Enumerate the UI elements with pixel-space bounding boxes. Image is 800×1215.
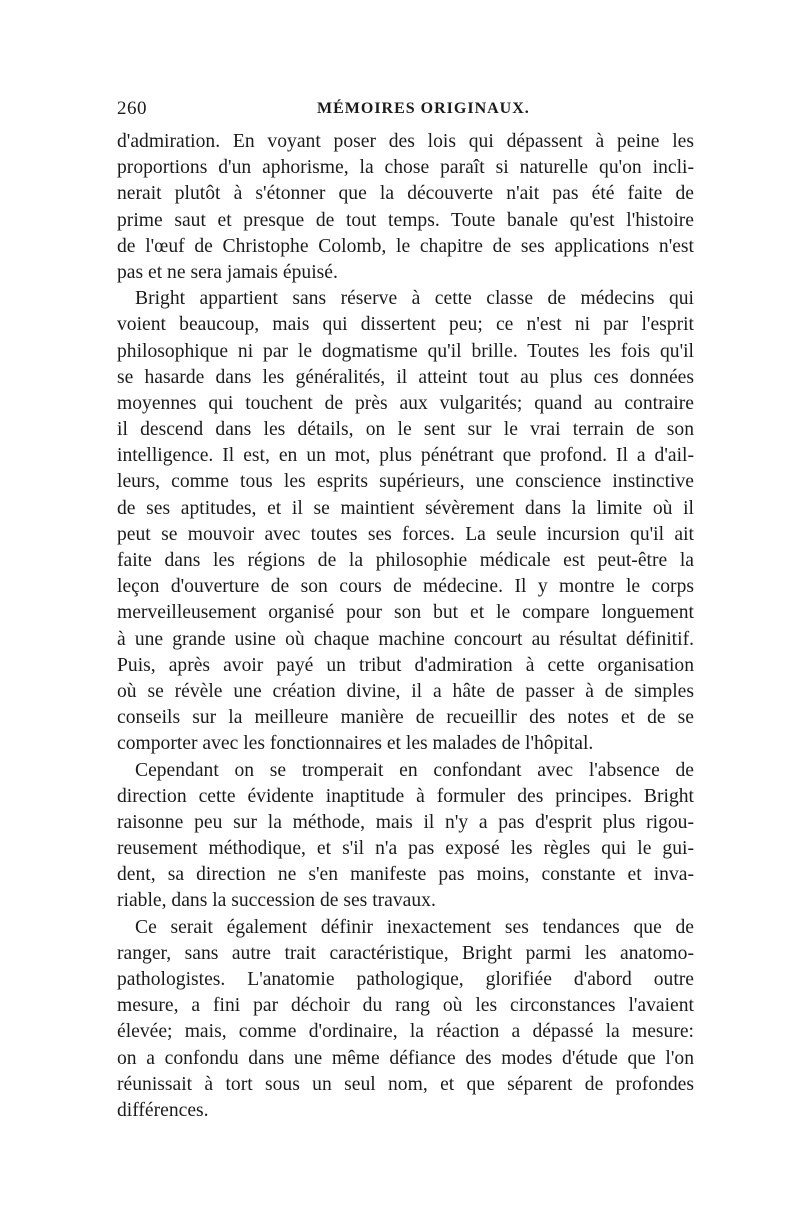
text-line: direction cette évidente inaptitude à formuler des principes. Bright <box>117 785 694 807</box>
text-line: d'admiration. En voyant poser des lois qui dépassent à peine les <box>117 131 694 152</box>
text-line: intelligence. Il est, en un mot, plus pénétrant que profond. Il a d'ail- <box>117 445 694 467</box>
running-title: MÉMOIRES ORIGINAUX. <box>317 100 530 117</box>
paragraph-4 <box>117 915 694 1125</box>
text-line: leçon d'ouverture de son cours de médecine. Il y montre le corps <box>117 576 694 598</box>
text-line: leurs, comme tous les esprits supérieurs, une conscience instinctive <box>117 471 694 493</box>
paragraph-3 <box>117 758 694 915</box>
text-line: se hasarde dans les généralités, il atteint tout au plus ces données <box>117 366 694 388</box>
text-line: dent, sa direction ne s'en manifeste pas moins, constante et inva- <box>117 864 694 886</box>
text-line: réunissait à tort sous un seul nom, et que séparent de profondes <box>117 1073 694 1095</box>
text-line: où se révèle une création divine, il a hâte de passer à de simples <box>117 680 694 702</box>
body-text <box>117 129 694 1124</box>
paragraph-2 <box>117 286 694 757</box>
text-line: raisonne peu sur la méthode, mais il n'y a pas d'esprit plus rigou- <box>117 811 694 833</box>
text-line: ranger, sans autre trait caractéristique, Bright parmi les anatomo- <box>117 942 694 964</box>
text-line: mesure, a fini par déchoir du rang où les circonstances l'avaient <box>117 995 694 1017</box>
text-line: de l'œuf de Christophe Colomb, le chapitre de ses applications n'est <box>117 235 694 257</box>
text-line: nerait plutôt à s'étonner que la découverte n'ait pas été faite de <box>117 183 694 205</box>
text-line: Ce serait également définir inexactement ses tendances que de <box>135 916 694 938</box>
paragraph-1 <box>117 129 694 286</box>
running-head <box>117 98 694 124</box>
text-line: Bright appartient sans réserve à cette classe de médecins qui <box>135 288 694 310</box>
text-line: de ses aptitudes, et il se maintient sévèrement dans la limite où il <box>117 497 694 519</box>
text-line: riable, dans la succession de ses travaux. <box>117 890 436 912</box>
text-line: moyennes qui touchent de près aux vulgarités; quand au contraire <box>117 392 694 414</box>
text-line: peut se mouvoir avec toutes ses forces. La seule incursion qu'il ait <box>117 523 694 545</box>
text-line: merveilleusement organisé pour son but et le compare longuement <box>117 602 694 624</box>
text-line: prime saut et presque de tout temps. Toute banale qu'est l'histoire <box>117 209 694 231</box>
text-line: Cependant on se tromperait en confondant avec l'absence de <box>135 759 694 781</box>
text-line: reusement méthodique, et s'il n'a pas exposé les règles qui le gui- <box>117 838 694 860</box>
text-line: pathologistes. L'anatomie pathologique, glorifiée d'abord outre <box>117 969 694 990</box>
text-line: à une grande usine où chaque machine concourt au résultat définitif. <box>117 628 694 650</box>
text-line: on a confondu dans une même défiance des modes d'étude que l'on <box>117 1047 694 1069</box>
text-line: conseils sur la meilleure manière de recueillir des notes et de se <box>117 707 694 729</box>
page-number: 260 <box>117 98 147 119</box>
text-line: proportions d'un aphorisme, la chose paraît si naturelle qu'on incli- <box>117 157 694 179</box>
text-line: élevée; mais, comme d'ordinaire, la réaction a dépassé la mesure: <box>117 1021 694 1043</box>
text-line: voient beaucoup, mais qui dissertent peu; ce n'est ni par l'esprit <box>117 314 694 336</box>
text-line: philosophique ni par le dogmatisme qu'il brille. Toutes les fois qu'il <box>117 340 694 362</box>
text-line: pas et ne sera jamais épuisé. <box>117 261 338 283</box>
text-line: Puis, après avoir payé un tribut d'admiration à cette organisation <box>117 654 694 676</box>
text-line: faite dans les régions de la philosophie médicale est peut-être la <box>117 550 694 571</box>
text-line: différences. <box>117 1099 209 1121</box>
text-line: il descend dans les détails, on le sent sur le vrai terrain de son <box>117 419 694 441</box>
text-line: comporter avec les fonctionnaires et les malades de l'hôpital. <box>117 733 594 755</box>
